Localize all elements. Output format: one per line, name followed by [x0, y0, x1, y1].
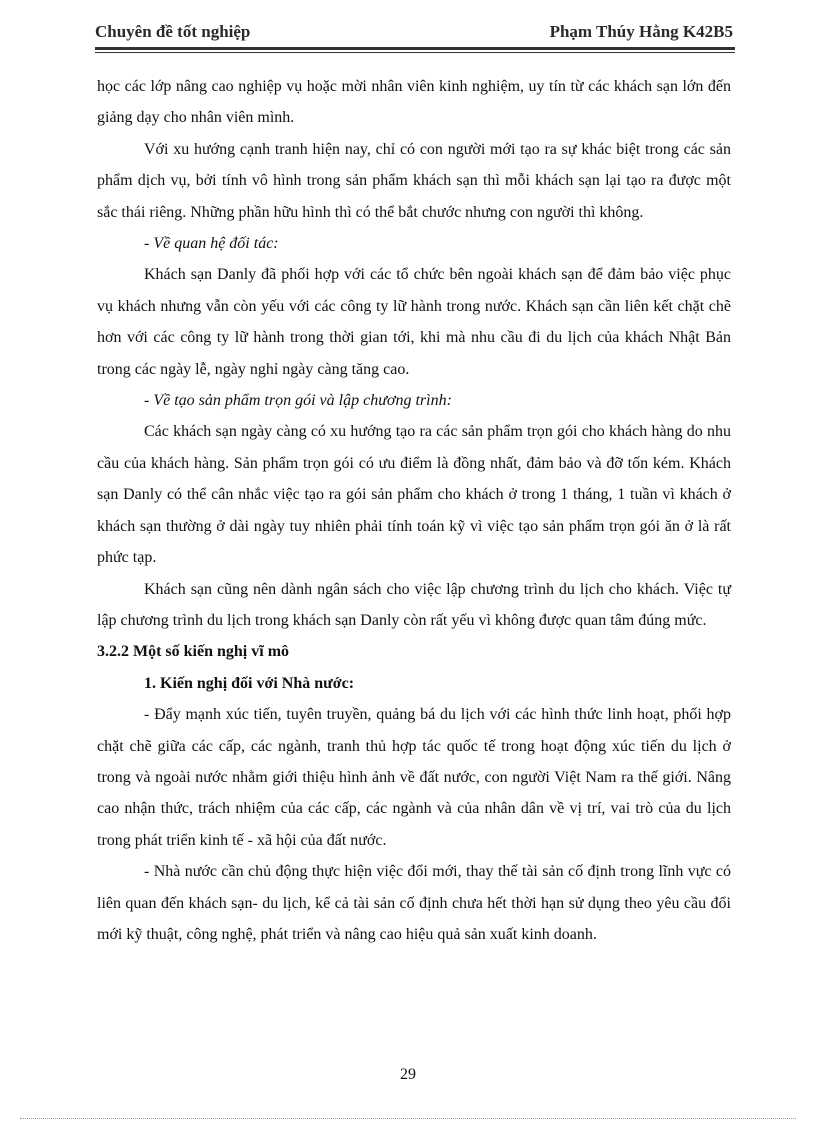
subheading-package-products: - Về tạo sản phẩm trọn gói và lập chương trình:	[144, 392, 452, 410]
paragraph: học các lớp nâng cao nghiệp vụ hoặc mời nhân viên kinh nghiệm, uy tín từ các khách sạn lớn đến giảng dạy cho nhân viên mình.	[97, 78, 731, 127]
page-number: 29	[400, 1066, 416, 1083]
page-header	[95, 18, 735, 48]
header-rule-thin	[95, 52, 735, 53]
subheading-partners: - Về quan hệ đối tác:	[144, 235, 279, 253]
header-title: Chuyên đề tốt nghiệp	[95, 22, 251, 41]
subsection-heading: 1. Kiến nghị đối với Nhà nước:	[144, 674, 355, 692]
header-author: Phạm Thúy Hằng K42B5	[549, 22, 733, 41]
footer-divider	[20, 1118, 796, 1119]
paragraph: Khách sạn Danly đã phối hợp với các tổ chức bên ngoài khách sạn để đảm bảo việc phục vụ khách nhưng vẫn còn yếu với các công ty lữ hành trong nước. Khách sạn cần liên kết chặt chẽ hơn với các công ty lữ hành trong thời gian tới, khi mà nhu cầu đi du lịch của khách Nhật Bản trong các ngày lễ, ngày nghỉ ngày càng tăng cao.	[97, 266, 731, 378]
paragraph: Với xu hướng cạnh tranh hiện nay, chỉ có con người mới tạo ra sự khác biệt trong các sản phẩm dịch vụ, bởi tính vô hình trong sản phẩm khách sạn thì mỗi khách sạn lại tạo ra được một sắc thái riêng. Những phần hữu hình thì có thể bắt chước nhưng con người thì không.	[97, 140, 731, 221]
body-text	[97, 71, 731, 950]
header-rule	[95, 47, 735, 50]
paragraph: - Đẩy mạnh xúc tiến, tuyên truyền, quảng bá du lịch với các hình thức linh hoạt, phối hợp chặt chẽ giữa các cấp, các ngành, tranh thủ hợp tác quốc tế trong hoạt động xúc tiến du lịch ở trong và ngoài nước nhằm giới thiệu hình ảnh về đất nước, con người Việt Nam ra thế giới. Nâng cao nhận thức, trách nhiệm của các cấp, các ngành và của nhân dân về vị trí, vai trò của du lịch trong phát triển kinh tế - xã hội của đất nước.	[97, 706, 731, 849]
section-heading: 3.2.2 Một số kiến nghị vĩ mô	[97, 643, 290, 661]
paragraph: Khách sạn cũng nên dành ngân sách cho việc lập chương trình du lịch cho khách. Việc tự lập chương trình du lịch trong khách sạn Danly còn rất yếu vì không được quan tâm đúng mức.	[97, 580, 731, 629]
paragraph: Các khách sạn ngày càng có xu hướng tạo ra các sản phẩm trọn gói cho khách hàng do nhu cầu của khách hàng. Sản phẩm trọn gói có ưu điểm là đồng nhất, đảm bảo và đỡ tốn kém. Khách sạn Danly có thể cân nhắc việc tạo ra gói sản phẩm cho khách ở trong 1 tháng, 1 tuần vì khách ở khách sạn thường ở dài ngày tuy nhiên phải tính toán kỹ vì việc tạo sản phẩm trọn gói ăn ở là rất phức tạp.	[97, 423, 731, 567]
paragraph: - Nhà nước cần chủ động thực hiện việc đổi mới, thay thế tài sản cố định trong lĩnh vực có liên quan đến khách sạn- du lịch, kể cả tài sản cố định chưa hết thời hạn sử dụng theo yêu cầu đổi mới kỹ thuật, công nghệ, phát triển và nâng cao hiệu quả sản xuất kinh doanh.	[97, 863, 731, 943]
